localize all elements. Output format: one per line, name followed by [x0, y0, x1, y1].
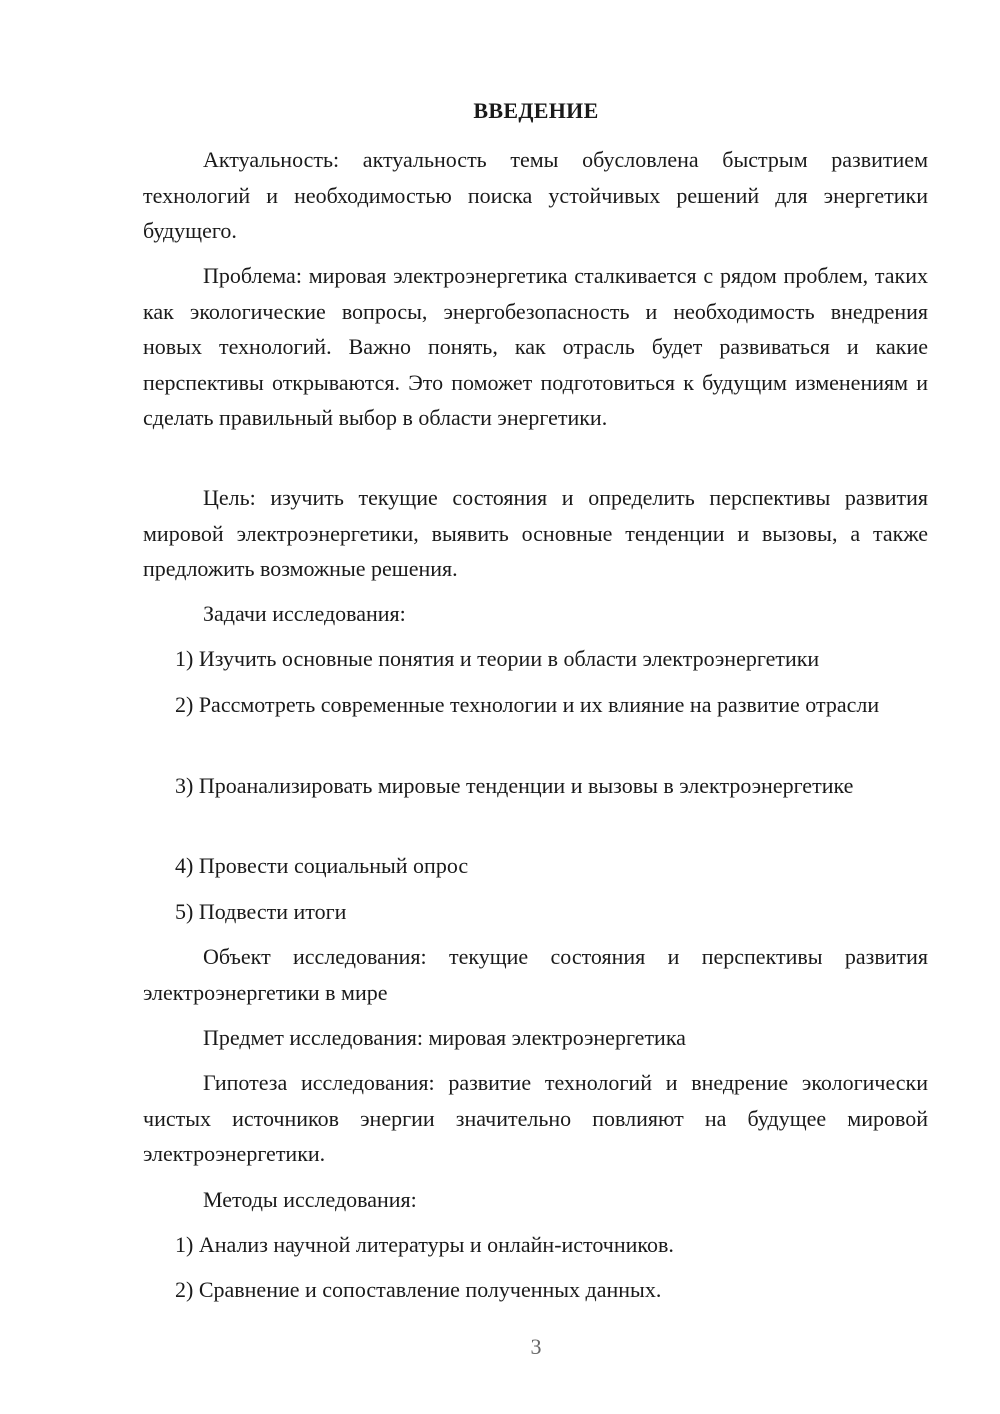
paragraph-methods-heading: Методы исследования: [203, 1187, 417, 1212]
list-item-task-3: 3) Проанализировать мировые тенденции и вызовы в электроэнергетике [175, 773, 854, 798]
list-item-task-2: 2) Рассмотреть современные технологии и их влияние на развитие отрасли [175, 692, 880, 717]
paragraph-goal: Цель: изучить текущие состояния и определить перспективы развития мировой электроэнергетики, выявить основные тенденции и вызовы, а также предложить возможные решения. [143, 485, 928, 581]
paragraph-subject: Предмет исследования: мировая электроэнергетика [203, 1025, 686, 1050]
section-heading: ВВЕДЕНИЕ [473, 98, 599, 123]
paragraph-object: Объект исследования: текущие состояния и перспективы развития электроэнергетики в мире [143, 944, 928, 1005]
page-number: 3 [530, 1334, 542, 1359]
paragraph-tasks-heading: Задачи исследования: [203, 601, 406, 626]
list-item-method-1: 1) Анализ научной литературы и онлайн-источников. [175, 1232, 674, 1257]
list-item-task-4: 4) Провести социальный опрос [175, 853, 469, 878]
list-item-task-1: 1) Изучить основные понятия и теории в области электроэнергетики [175, 646, 820, 671]
list-item-task-5: 5) Подвести итоги [175, 899, 347, 924]
paragraph-problem: Проблема: мировая электроэнергетика сталкивается с рядом проблем, таких как экологические вопросы, энергобезопасность и необходимость внедрения новых технологий. Важно понять, как отрасль будет развиваться и какие перспективы открываются. Это поможет подготовиться к будущим изменениям и сделать правильный выбор в области энергетики. [143, 263, 928, 430]
paragraph-relevance: Актуальность: актуальность темы обусловлена быстрым развитием технологий и необходимостью поиска устойчивых решений для энергетики будущего. [143, 147, 928, 243]
paragraph-hypothesis: Гипотеза исследования: развитие технологий и внедрение экологически чистых источников энергии значительно повлияют на будущее мировой электроэнергетики. [143, 1070, 928, 1166]
list-item-method-2: 2) Сравнение и сопоставление полученных данных. [175, 1277, 662, 1302]
